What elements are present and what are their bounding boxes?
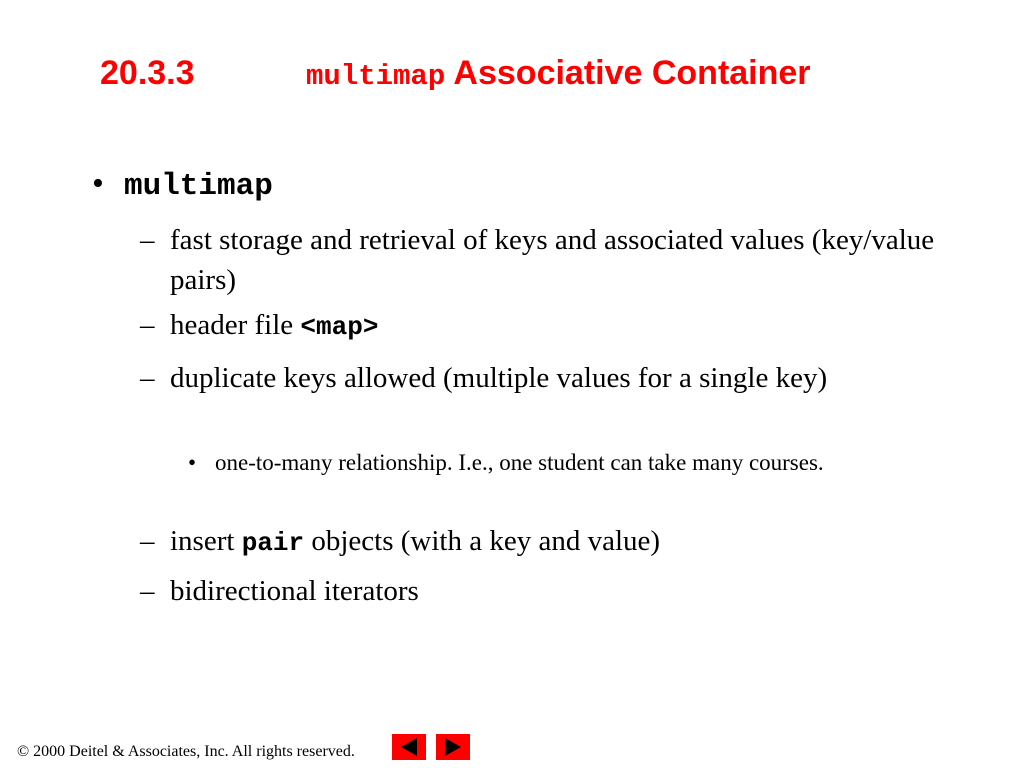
list-item-text: header file [170,309,301,341]
list-item [140,571,940,611]
copyright-footer: © 2000 Deitel & Associates, Inc. All rights reserved. [17,743,355,760]
next-slide-button[interactable] [436,734,470,760]
dash-icon: – [140,362,155,394]
dash-icon: – [140,575,155,607]
list-item-text: fast storage and retrieval of keys and associated values (key/value pairs) [170,224,935,296]
main-bullet [92,162,273,209]
section-number: 20.3.3 [100,54,195,92]
list-item [140,305,940,347]
bullet-icon: • [92,165,104,202]
list-item-text: duplicate keys allowed (multiple values for a single key) [170,362,828,394]
title-text: Associative Container [453,54,811,92]
list-item-text-suffix: objects (with a key and value) [304,525,661,557]
list-item [140,358,940,398]
list-item [140,521,940,563]
list-item [140,220,940,300]
bullet-icon: • [188,450,197,475]
previous-slide-icon [392,734,426,760]
slide-title [100,50,980,100]
dash-icon: – [140,309,155,341]
main-bullet-label: multimap [124,169,273,204]
previous-slide-button[interactable] [392,734,426,760]
next-slide-icon [436,734,470,760]
dash-icon: – [140,224,155,256]
pair-code: pair [241,528,305,558]
header-file-code: <map> [300,312,379,342]
sub-list-item-text: one-to-many relationship. I.e., one student can take many courses. [215,450,824,475]
sub-list-item [188,447,908,479]
list-item-text: insert [170,525,242,557]
title-code: multimap [306,60,446,93]
dash-icon: – [140,525,155,557]
list-item-text: bidirectional iterators [170,575,419,607]
